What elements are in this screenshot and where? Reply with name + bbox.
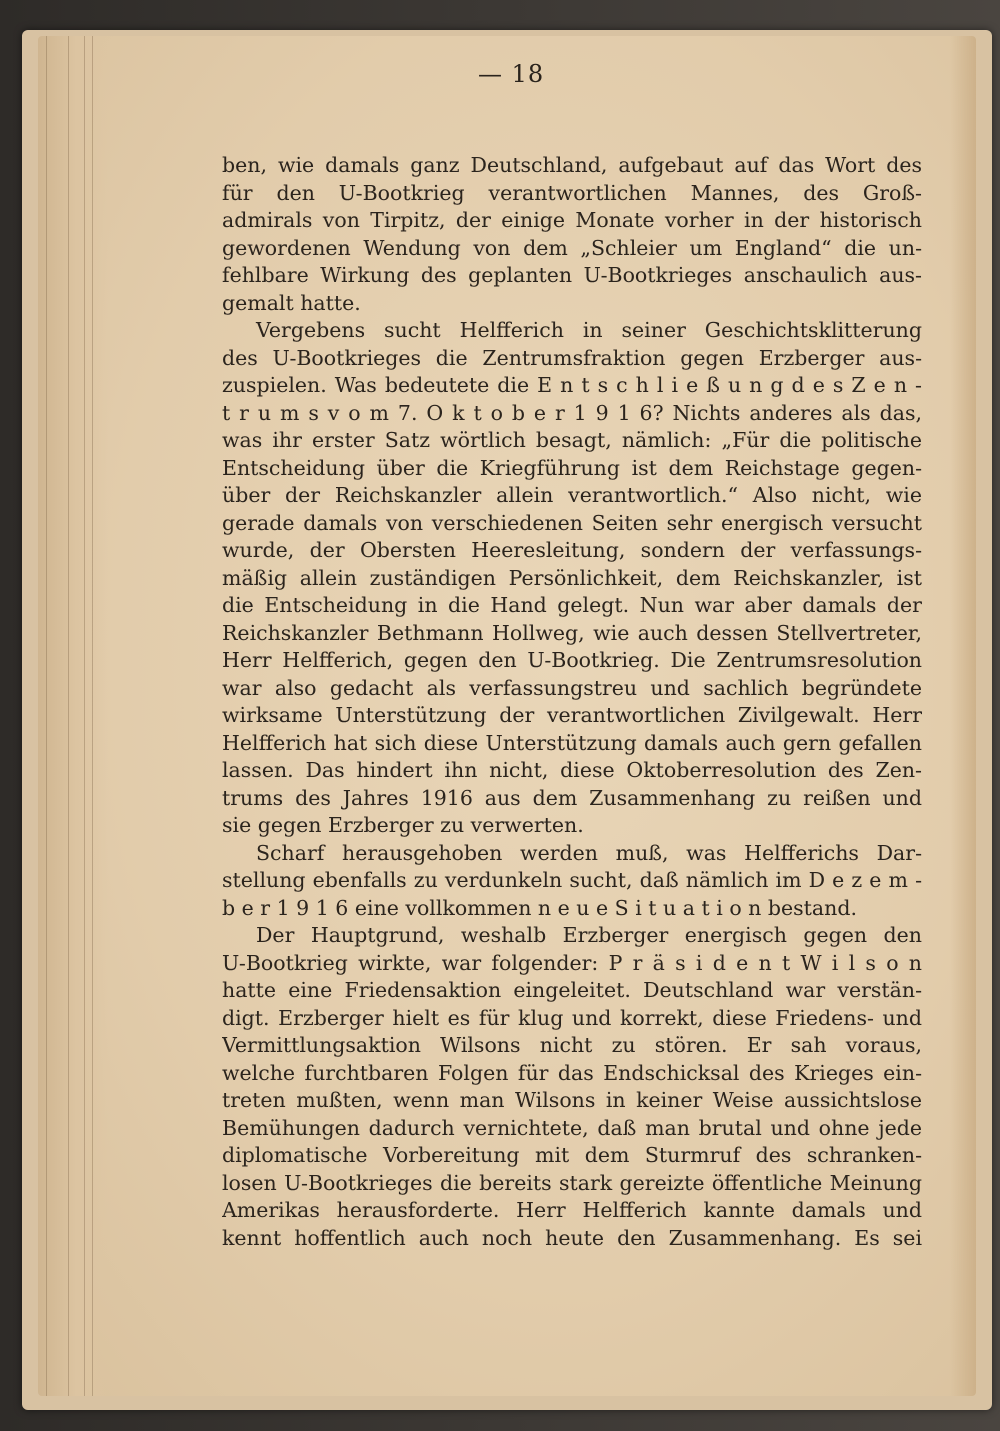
text-line: losen U-Bootkrieges die bereits stark gereizte öffentliche Meinung: [222, 1170, 922, 1195]
text-line: fehlbare Wirkung des geplanten U-Bootkrieges anschaulich aus-: [222, 263, 922, 287]
text-line: Reichskanzler Bethmann Hollweg, wie auch dessen Stellvertreter,: [222, 620, 922, 645]
text-line: Amerikas herausforderte. Herr Helfferich kannte damals und: [222, 1198, 922, 1222]
text-line: Vermittlungsaktion Wilsons nicht zu stören. Er sah voraus,: [222, 1033, 922, 1057]
page-edge-line: [68, 36, 69, 1396]
text-line: über der Reichskanzler allein verantwortlich.“ Also nicht, wie: [222, 483, 922, 507]
page-edge-line: [84, 36, 85, 1396]
text-line: digt. Erzberger hielt es für klug und korrekt, diese Friedens- und: [222, 1005, 922, 1030]
text-line: sie gegen Erzberger zu verwerten.: [222, 813, 584, 837]
text-line: wirksame Unterstützung der verantwortlichen Zivilgewalt. Herr: [222, 703, 922, 727]
text-line: b e r 1 9 1 6 eine vollkommen n e u e S i t u a t i o n bestand.: [222, 895, 857, 920]
text-line: gemalt hatte.: [222, 290, 361, 315]
text-line: Entscheidung über die Kriegführung ist dem Reichstage gegen-: [222, 455, 922, 480]
text-line: stellung ebenfalls zu verdunkeln sucht, daß nämlich im D e z e m -: [222, 868, 922, 892]
text-line: Herr Helfferich, gegen den U-Bootkrieg. Die Zentrumsresolution: [222, 648, 922, 672]
text-line: die Entscheidung in die Hand gelegt. Nun war aber damals der: [222, 593, 922, 617]
page-edge-line: [92, 36, 93, 1396]
page-right-edge: [950, 36, 976, 1396]
text-line: kennt hoffentlich auch noch heute den Zusammenhang. Es sei: [222, 1225, 922, 1250]
text-line: war also gedacht als verfassungstreu und sachlich begründete: [222, 675, 922, 700]
text-line: hatte eine Friedensaktion eingeleitet. Deutschland war verstän-: [222, 978, 922, 1002]
text-line: Scharf herausgehoben werden muß, was Helfferichs Dar-: [256, 840, 922, 865]
text-line: gewordenen Wendung von dem „Schleier um England“ die un-: [222, 235, 922, 260]
text-line: lassen. Das hindert ihn nicht, diese Oktoberresolution des Zen-: [222, 758, 922, 782]
text-line: ben, wie damals ganz Deutschland, aufgebaut auf das Wort des: [222, 153, 922, 177]
page-number: — 18: [478, 60, 545, 88]
text-line: welche furchtbaren Folgen für das Endschicksal des Krieges ein-: [222, 1060, 922, 1085]
page-gutter: [38, 36, 108, 1396]
text-line: diplomatische Vorbereitung mit dem Sturmruf des schranken-: [222, 1143, 922, 1167]
text-line: Vergebens sucht Helfferich in seiner Geschichtsklitterung: [256, 318, 922, 342]
text-line: Bemühungen dadurch vernichtete, daß man brutal und ohne jede: [222, 1115, 922, 1140]
text-line: wurde, der Obersten Heeresleitung, sondern der verfassungs-: [222, 538, 922, 562]
text-line: des U-Bootkrieges die Zentrumsfraktion gegen Erzberger aus-: [222, 345, 922, 370]
text-line: was ihr erster Satz wörtlich besagt, nämlich: „Für die politische: [222, 428, 922, 452]
page-edge-line: [46, 36, 47, 1396]
body-text: [222, 152, 922, 1252]
text-line: Helfferich hat sich diese Unterstützung damals auch gern gefallen: [222, 730, 922, 755]
text-line: t r u m s v o m 7. O k t o b e r 1 9 1 6? Nichts anderes als das,: [222, 400, 922, 425]
text-line: für den U-Bootkrieg verantwortlichen Mannes, des Groß-: [222, 180, 922, 205]
text-line: trums des Jahres 1916 aus dem Zusammenhang zu reißen und: [222, 785, 922, 810]
text-line: Der Hauptgrund, weshalb Erzberger energisch gegen den: [256, 923, 922, 947]
text-line: admirals von Tirpitz, der einige Monate vorher in der historisch: [222, 208, 922, 232]
text-line: zuspielen. Was bedeutete die E n t s c h l i e ß u n g d e s Z e n -: [222, 373, 922, 397]
text-line: U-Bootkrieg wirkte, war folgender: P r ä s i d e n t W i l s o n: [222, 950, 922, 975]
text-line: treten mußten, wenn man Wilsons in keiner Weise aussichtslose: [222, 1088, 922, 1112]
text-line: gerade damals von verschiedenen Seiten sehr energisch versucht: [222, 510, 922, 535]
text-line: mäßig allein zuständigen Persönlichkeit, dem Reichskanzler, ist: [222, 565, 922, 590]
